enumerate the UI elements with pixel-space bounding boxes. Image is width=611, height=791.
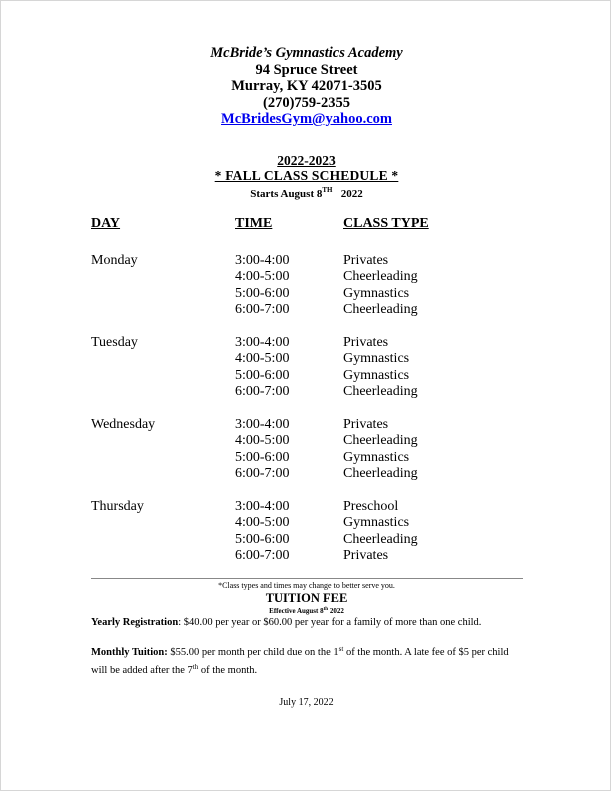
- time-slot: 6:00-7:00: [235, 384, 290, 400]
- time-slot: 6:00-7:00: [235, 548, 290, 564]
- tuition-effective-date: Effective August 8th 2022: [269, 607, 344, 615]
- phone-number: (270)759-2355: [263, 94, 350, 111]
- column-header-class-type: CLASS TYPE: [343, 216, 429, 231]
- time-slot: 3:00-4:00: [235, 499, 290, 514]
- time-slot: 4:00-5:00: [235, 269, 290, 285]
- time-slot: 5:00-6:00: [235, 449, 290, 465]
- class-type: Privates: [343, 548, 389, 564]
- divider-line: [91, 578, 523, 579]
- column-header-time: TIME: [235, 216, 273, 231]
- day-label: Wednesday: [91, 417, 156, 432]
- class-type: Cheerleading: [343, 384, 418, 400]
- class-type: Gymnastics: [343, 285, 410, 301]
- class-type: Privates: [343, 417, 389, 432]
- class-type: Gymnastics: [343, 367, 410, 383]
- time-slot: 5:00-6:00: [235, 285, 290, 301]
- city-state-zip: Murray, KY 42071-3505: [231, 78, 382, 94]
- time-slot: 3:00-4:00: [235, 253, 290, 268]
- day-label: Thursday: [91, 499, 144, 514]
- class-type: Cheerleading: [343, 269, 418, 285]
- time-slot: 3:00-4:00: [235, 335, 290, 350]
- document-date: July 17, 2022: [279, 697, 334, 708]
- class-type: Preschool: [343, 499, 399, 514]
- time-slot: 4:00-5:00: [235, 515, 290, 531]
- tuition-fee-heading: TUITION FEE: [265, 591, 348, 605]
- schedule-year: 2022-2023: [277, 153, 336, 168]
- schedule-title: * FALL CLASS SCHEDULE *: [214, 168, 399, 183]
- time-slot: 5:00-6:00: [235, 531, 290, 547]
- class-type: Cheerleading: [343, 302, 418, 318]
- class-type: Gymnastics: [343, 449, 410, 465]
- time-slot: 5:00-6:00: [235, 367, 290, 383]
- monthly-tuition: Monthly Tuition: $55.00 per month per child due on the 1st of the month. A late fee of $5 per child will be added after the 7th of the month.: [91, 645, 509, 676]
- class-type: Gymnastics: [343, 351, 410, 367]
- class-type: Privates: [343, 253, 389, 268]
- time-slot: 4:00-5:00: [235, 433, 290, 449]
- schedule-change-note: *Class types and times may change to better serve you.: [218, 581, 395, 590]
- column-header-day: DAY: [91, 216, 121, 231]
- time-slot: 4:00-5:00: [235, 351, 290, 367]
- schedule-header: [1, 153, 611, 202]
- yearly-registration: Yearly Registration: $40.00 per year or $60.00 per year for a family of more than one child.: [91, 617, 482, 628]
- class-type: Cheerleading: [343, 466, 418, 482]
- class-type: Privates: [343, 335, 389, 350]
- day-label: Monday: [91, 253, 138, 268]
- day-label: Tuesday: [91, 335, 138, 350]
- time-slot: 6:00-7:00: [235, 466, 290, 482]
- class-type: Gymnastics: [343, 515, 410, 531]
- email-link[interactable]: McBridesGym@yahoo.com: [221, 111, 392, 127]
- academy-name: McBride’s Gymnastics Academy: [210, 45, 403, 61]
- academy-header: [1, 45, 611, 128]
- schedule-start-date: Starts August 8TH 2022: [250, 186, 363, 200]
- class-type: Cheerleading: [343, 433, 418, 449]
- time-slot: 3:00-4:00: [235, 417, 290, 432]
- class-type: Cheerleading: [343, 531, 418, 547]
- time-slot: 6:00-7:00: [235, 302, 290, 318]
- street-address: 94 Spruce Street: [255, 61, 358, 78]
